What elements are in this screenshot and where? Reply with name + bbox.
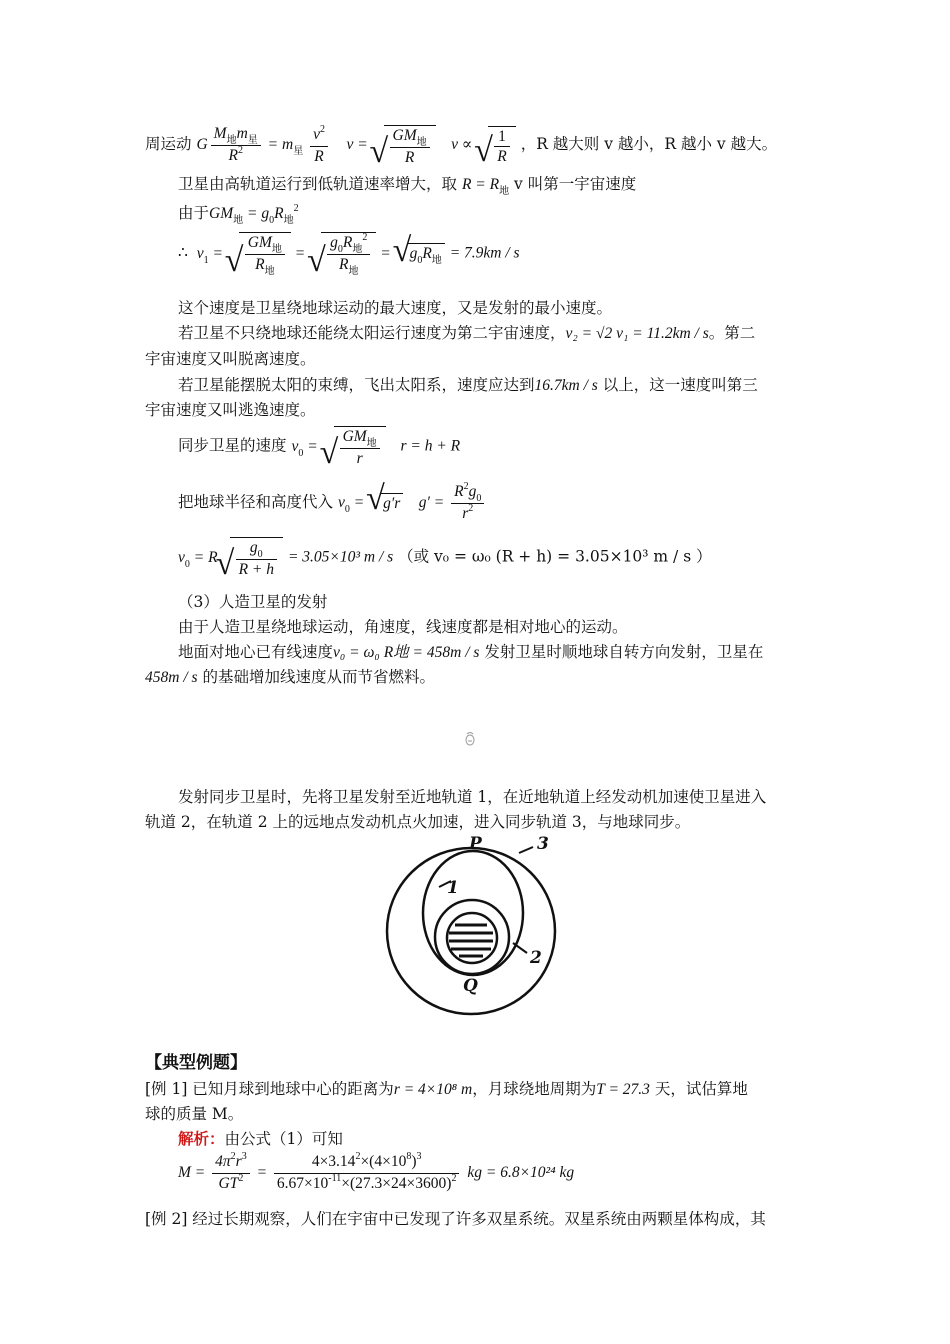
line-third-cosmic-name: 宇宙速度又叫逃逸速度。 — [145, 401, 316, 419]
line-v1-derivation: ∴ $v_1$ = √ $\frac{GM_地}{R_地}$ = √ $\frac{g_0R_地^2}{R_地}$ = √ $g_0R_地 = 7.9km / s$ — [178, 232, 520, 276]
line-third-cosmic: 若卫星能摆脱太阳的束缚，飞出太阳系，速度应达到16.7km / s 以上，这一速度叫第三 — [178, 376, 758, 394]
example-2: [例 2] 经过长期观察，人们在宇宙中已发现了许多双星系统。双星系统由两颗星体构成，其 — [145, 1210, 766, 1228]
line-sync-velocity: 同步卫星的速度 $v_0$ = √ $\frac{GM_地}{r}$ r = h + R — [178, 426, 460, 468]
line-save-fuel: 458m / s 的基础增加线速度从而节省燃料。 — [145, 668, 435, 686]
label-2: 2 — [530, 948, 542, 968]
analysis-line: 解析：由公式（1）可知 — [178, 1129, 343, 1148]
line-first-cosmic-velocity: 卫星由高轨道运行到低轨道速率增大，取 $R = R_地$ v 叫第一宇宙速度 — [178, 175, 637, 197]
line-relative-motion: 由于人造卫星绕地球运动，角速度，线速度都是相对地心的运动。 — [178, 618, 628, 636]
label-p: P — [469, 835, 482, 854]
earth-hatching — [449, 925, 493, 956]
orbit-diagram — [385, 835, 565, 1020]
line-ground-velocity: 地面对地心已有线速度v₀ = ω₀ R地 = 458m / s 发射卫星时顺地球自转方向发射，卫星在 — [178, 643, 764, 661]
line-sync-launch-2: 轨道 2，在轨道 2 上的远地点发动机点火加速，进入同步轨道 3，与地球同步。 — [145, 813, 691, 831]
line-sync-launch: 发射同步卫星时，先将卫星发射至近地轨道 1，在近地轨道上经发动机加速使卫星进入 — [178, 788, 767, 806]
line-orbit-equation: 周运动 G $\frac{M_地m_星}{R^2}$ = $m_星$ $\frac{v^2}{R}$ v = √ $\frac{GM_地}{R}$ v ∝ √ $\frac{1}{R}$ ，R 越大则 v 越小，R 越小 v 越大。 — [145, 124, 777, 167]
line-escape-velocity: 宇宙速度又叫脱离速度。 — [145, 350, 316, 368]
example-1-line2: 球的质量 M。 — [145, 1105, 244, 1123]
line-sync-result: $v_0 = R$ √ $\frac{g_0}{R + h}$ = 3.05×10³ m / s （或 v₀ = ω₀ (R + h) = 3.05×10³ m / s ） — [178, 537, 712, 579]
line-second-cosmic: 若卫星不只绕地球还能绕太阳运行速度为第二宇宙速度，v₂ = √2 v₁ = 11.2km / s。第二 — [178, 324, 756, 342]
example-1: [例 1] 已知月球到地球中心的距离为r = 4×10⁸ m，月球绕地周期为T = 27.3 天，试估算地 — [145, 1080, 748, 1098]
gravity-equation: G $\frac{M_地m_星}{R^2}$ = $m_星$ $\frac{v^2}{R}$ v = √ $\frac{GM_地}{R}$ v ∝ √ $\frac{1}{R}$ — [196, 136, 515, 153]
line-max-velocity: 这个速度是卫星绕地球运动的最大速度，又是发射的最小速度。 — [178, 299, 613, 317]
label-3: 3 — [537, 835, 549, 854]
small-image-icon — [464, 731, 476, 747]
section-launch: （3）人造卫星的发射 — [178, 593, 328, 611]
line-gm-relation: 由于$GM_地 = g_0R_地^2$ — [178, 203, 299, 226]
mass-formula: M = $\frac{4\pi^2r^3}{GT^2}$ = $\frac{4\times 3.14^2\times(4\times 10^8)^3}{6.67\times 10^{-11}\times(27.3\times 24\times 3600)^2}$ kg = 6.8×10²⁴ kg — [178, 1151, 575, 1192]
section-heading: 【典型例题】 — [145, 1053, 247, 1073]
line-substitute: 把地球半径和高度代入 $v_0$ = √ g′r g′ = $\frac{R^2g_0}{r^2}$ — [178, 482, 487, 525]
label-1: 1 — [447, 878, 459, 898]
label-q: Q — [463, 976, 478, 996]
